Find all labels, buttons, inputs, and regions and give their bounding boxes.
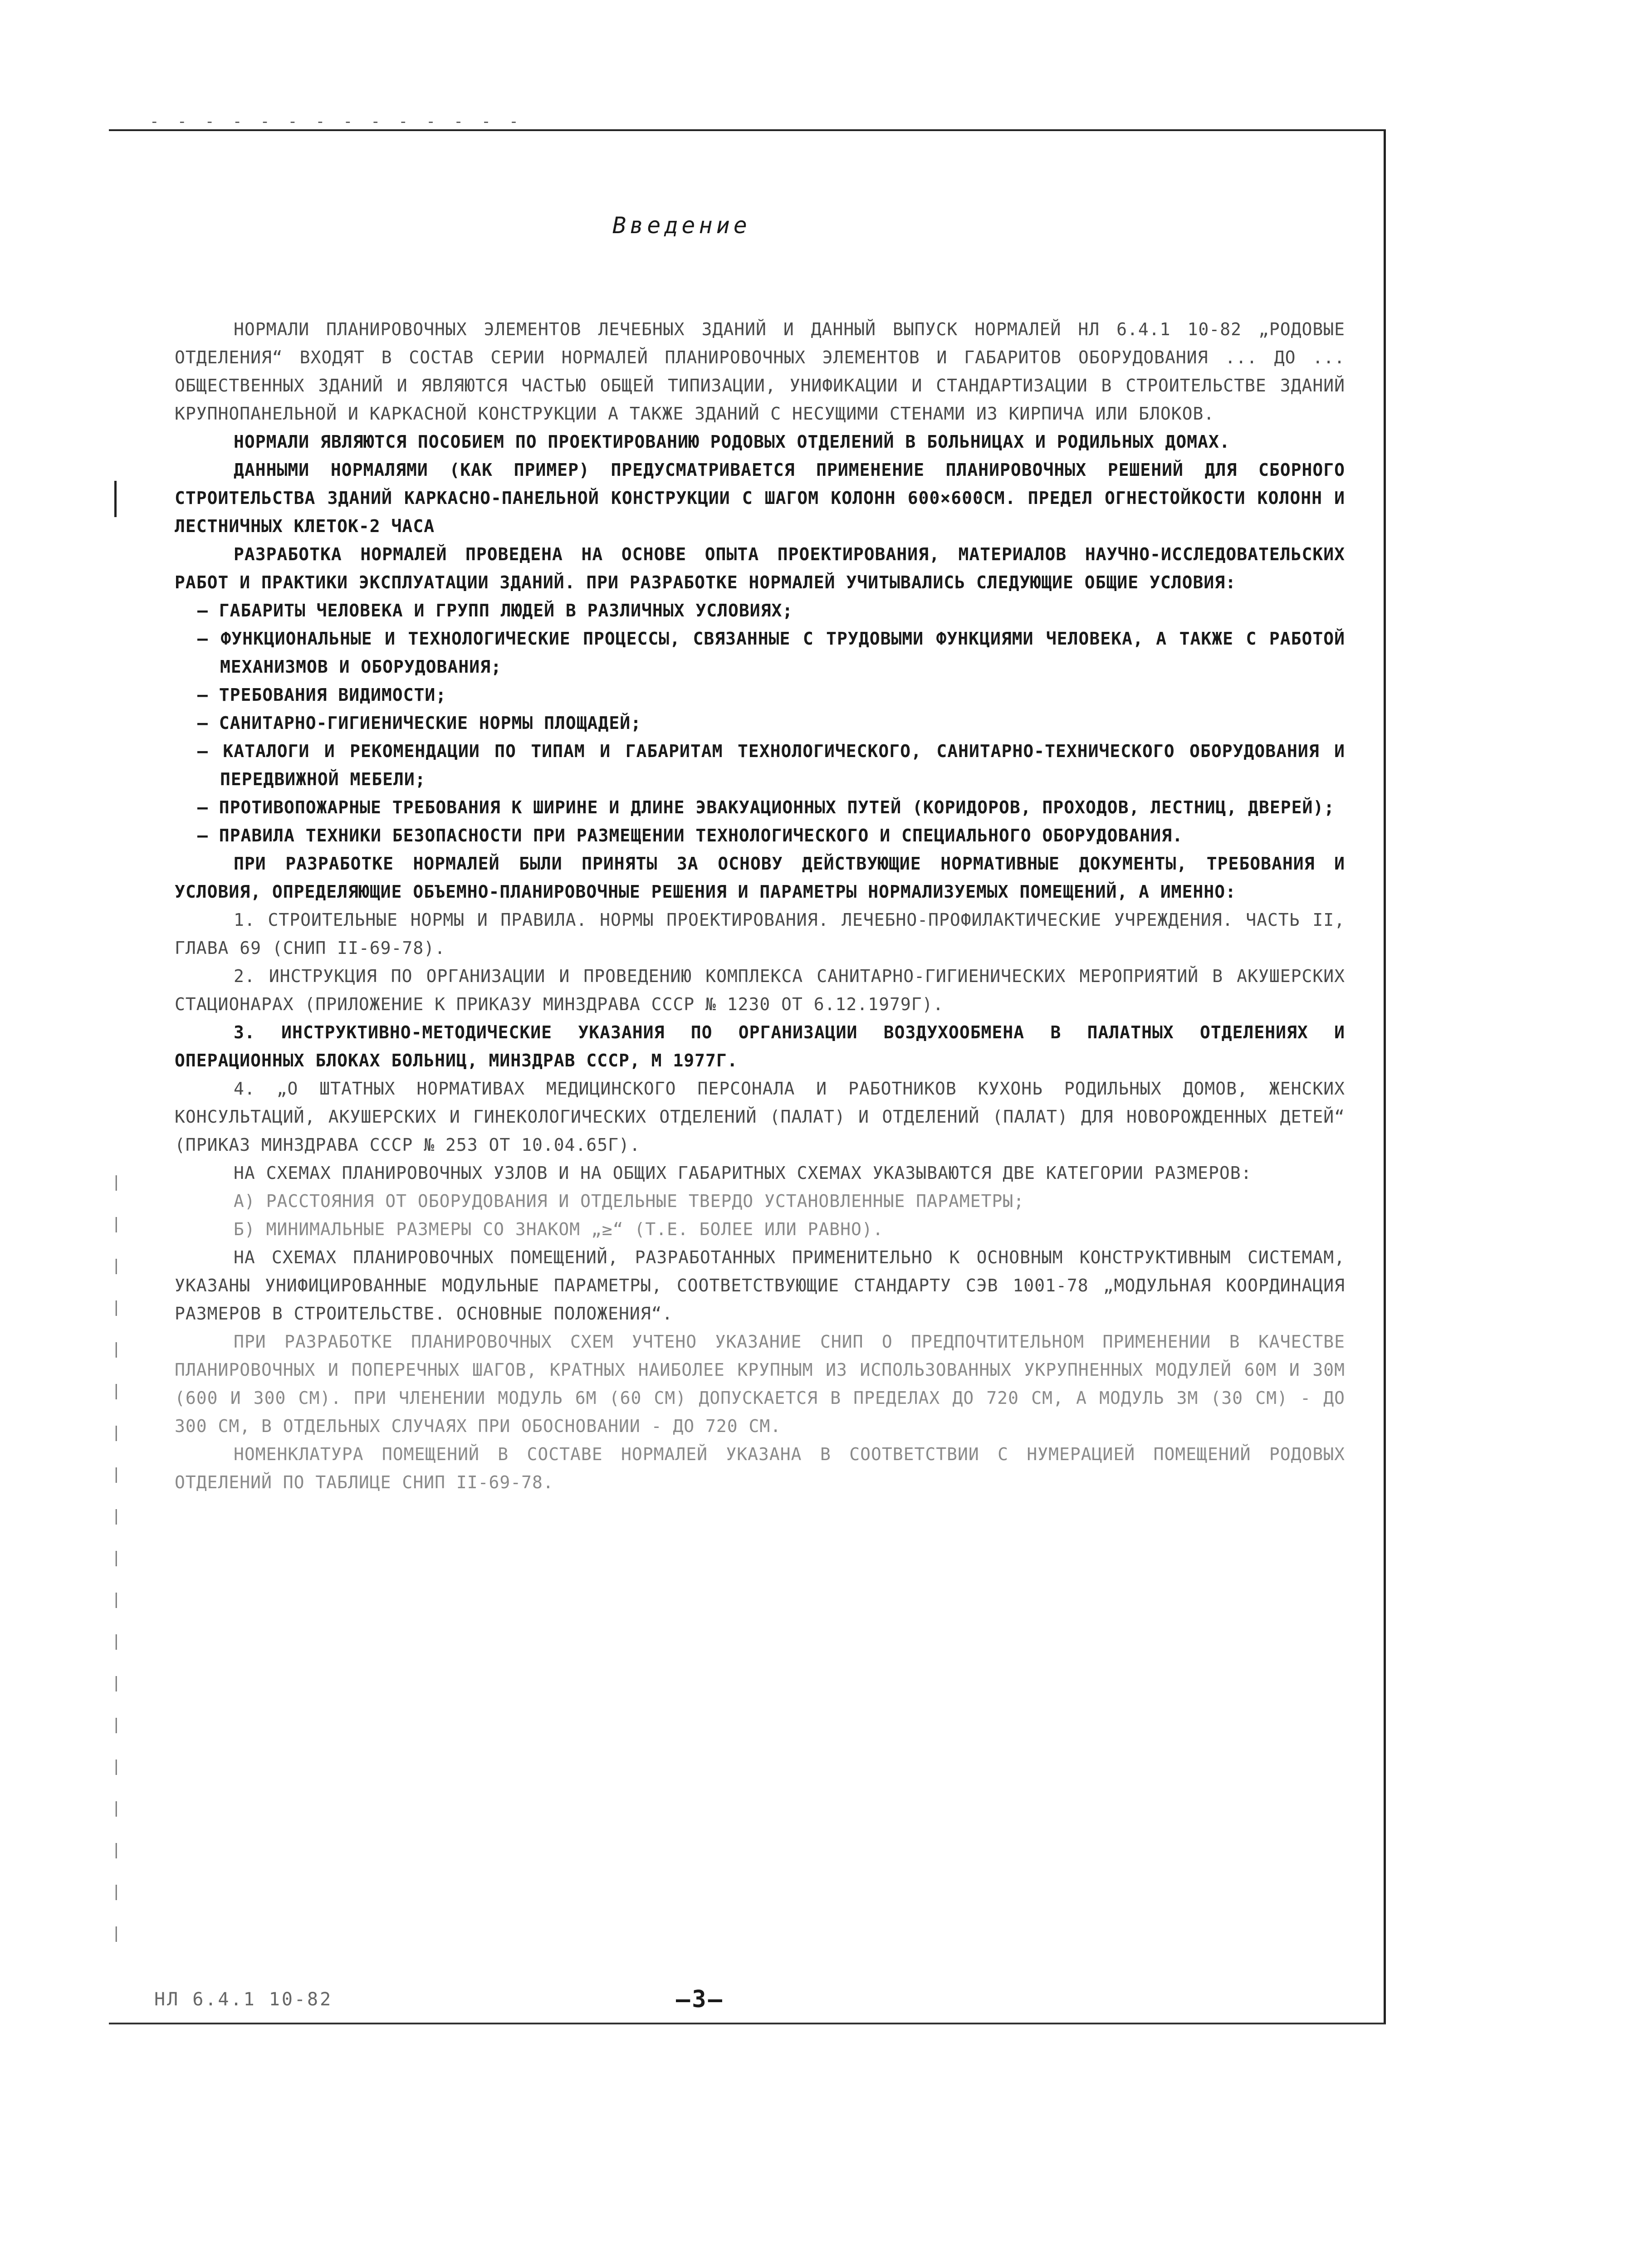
margin-mark	[114, 481, 117, 517]
paragraph: НА СХЕМАХ ПЛАНИРОВОЧНЫХ УЗЛОВ И НА ОБЩИХ ГАБАРИТНЫХ СХЕМАХ УКАЗЫВАЮТСЯ ДВЕ КАТЕГОРИИ РАЗМЕРОВ:	[234, 1163, 1252, 1183]
margin-ticks: | | | | | | | | | | | | | | | | | | |	[112, 1173, 121, 1942]
document-item: 4. „О ШТАТНЫХ НОРМАТИВАХ МЕДИЦИНСКОГО ПЕРСОНАЛА И РАБОТНИКОВ КУХОНЬ РОДИЛЬНЫХ ДОМОВ, ЖЕНСКИХ КОНСУЛЬТАЦИЙ, АКУШЕРСКИХ И ГИНЕКОЛОГИЧЕСКИХ ОТДЕЛЕНИЙ (ПАЛАТ) И ОТДЕЛЕНИЙ (ПАЛАТ) ДЛЯ НОВОРОЖДЕННЫХ ДЕТЕЙ“ (ПРИКАЗ МИНЗДРАВА СССР № 253 ОТ 10.04.65Г).	[175, 1079, 1345, 1155]
condition-item: – ГАБАРИТЫ ЧЕЛОВЕКА И ГРУПП ЛЮДЕЙ В РАЗЛИЧНЫХ УСЛОВИЯХ;	[197, 601, 793, 621]
condition-item: – КАТАЛОГИ И РЕКОМЕНДАЦИИ ПО ТИПАМ И ГАБАРИТАМ ТЕХНОЛОГИЧЕСКОГО, САНИТАРНО-ТЕХНИЧЕСКОГО ОБОРУДОВАНИЯ И ПЕРЕДВИЖНОЙ МЕБЕЛИ;	[197, 741, 1345, 789]
paragraph: ДАННЫМИ НОРМАЛЯМИ (КАК ПРИМЕР) ПРЕДУСМАТРИВАЕТСЯ ПРИМЕНЕНИЕ ПЛАНИРОВОЧНЫХ РЕШЕНИЙ ДЛЯ СБОРНОГО СТРОИТЕЛЬСТВА ЗДАНИЙ КАРКАСНО-ПАНЕЛЬНОЙ КОНСТРУКЦИИ С ШАГОМ КОЛОНН 600×600СМ. ПРЕДЕЛ ОГНЕСТОЙКОСТИ КОЛОНН И ЛЕСТНИЧНЫХ КЛЕТОК-2 ЧАСА	[175, 460, 1345, 536]
document-body	[175, 315, 1345, 1496]
paragraph: РАЗРАБОТКА НОРМАЛЕЙ ПРОВЕДЕНА НА ОСНОВЕ ОПЫТА ПРОЕКТИРОВАНИЯ, МАТЕРИАЛОВ НАУЧНО-ИССЛЕДОВАТЕЛЬСКИХ РАБОТ И ПРАКТИКИ ЭКСПЛУАТАЦИИ ЗДАНИЙ. ПРИ РАЗРАБОТКЕ НОРМАЛЕЙ УЧИТЫВАЛИСЬ СЛЕДУЮЩИЕ ОБЩИЕ УСЛОВИЯ:	[175, 544, 1345, 592]
paragraph: ПРИ РАЗРАБОТКЕ НОРМАЛЕЙ БЫЛИ ПРИНЯТЫ ЗА ОСНОВУ ДЕЙСТВУЮЩИЕ НОРМАТИВНЫЕ ДОКУМЕНТЫ, ТРЕБОВАНИЯ И УСЛОВИЯ, ОПРЕДЕЛЯЮЩИЕ ОБЪЕМНО-ПЛАНИРОВОЧНЫЕ РЕШЕНИЯ И ПАРАМЕТРЫ НОРМАЛИЗУЕМЫХ ПОМЕЩЕНИЙ, А ИМЕННО:	[175, 854, 1345, 902]
document-item: 1. СТРОИТЕЛЬНЫЕ НОРМЫ И ПРАВИЛА. НОРМЫ ПРОЕКТИРОВАНИЯ. ЛЕЧЕБНО-ПРОФИЛАКТИЧЕСКИЕ УЧРЕЖДЕНИЯ. ЧАСТЬ II, ГЛАВА 69 (СНИП II-69-78).	[175, 910, 1345, 958]
document-item: 2. ИНСТРУКЦИЯ ПО ОРГАНИЗАЦИИ И ПРОВЕДЕНИЮ КОМПЛЕКСА САНИТАРНО-ГИГИЕНИЧЕСКИХ МЕРОПРИЯТИЙ В АКУШЕРСКИХ СТАЦИОНАРАХ (ПРИЛОЖЕНИЕ К ПРИКАЗУ МИНЗДРАВА СССР № 1230 ОТ 6.12.1979Г).	[175, 966, 1345, 1014]
paragraph: НОРМАЛИ ЯВЛЯЮТСЯ ПОСОБИЕМ ПО ПРОЕКТИРОВАНИЮ РОДОВЫХ ОТДЕЛЕНИЙ В БОЛЬНИЦАХ И РОДИЛЬНЫХ ДОМАХ.	[234, 432, 1230, 452]
paragraph: НОМЕНКЛАТУРА ПОМЕЩЕНИЙ В СОСТАВЕ НОРМАЛЕЙ УКАЗАНА В СООТВЕТСТВИИ С НУМЕРАЦИЕЙ ПОМЕЩЕНИЙ РОДОВЫХ ОТДЕЛЕНИЙ ПО ТАБЛИЦЕ СНИП II-69-78.	[175, 1444, 1345, 1492]
page-number: –3–	[676, 1986, 724, 2013]
size-item: Б) МИНИМАЛЬНЫЕ РАЗМЕРЫ СО ЗНАКОМ „≥“ (Т.Е. БОЛЕЕ ИЛИ РАВНО).	[234, 1219, 884, 1239]
condition-item: – ТРЕБОВАНИЯ ВИДИМОСТИ;	[197, 685, 447, 705]
paragraph: ПРИ РАЗРАБОТКЕ ПЛАНИРОВОЧНЫХ СХЕМ УЧТЕНО УКАЗАНИЕ СНИП О ПРЕДПОЧТИТЕЛЬНОМ ПРИМЕНЕНИИ В КАЧЕСТВЕ ПЛАНИРОВОЧНЫХ И ПОПЕРЕЧНЫХ ШАГОВ, КРАТНЫХ НАИБОЛЕЕ КРУПНЫМ ИЗ ИСПОЛЬЗОВАННЫХ УКРУПНЕННЫХ МОДУЛЕЙ 60М И 30М (600 И 300 СМ). ПРИ ЧЛЕНЕНИИ МОДУЛЬ 6М (60 СМ) ДОПУСКАЕТСЯ В ПРЕДЕЛАХ ДО 720 СМ, А МОДУЛЬ 3М (30 СМ) - ДО 300 СМ, В ОТДЕЛЬНЫХ СЛУЧАЯХ ПРИ ОБОСНОВАНИИ - ДО 720 СМ.	[175, 1332, 1345, 1436]
paragraph: НОРМАЛИ ПЛАНИРОВОЧНЫХ ЭЛЕМЕНТОВ ЛЕЧЕБНЫХ ЗДАНИЙ И ДАННЫЙ ВЫПУСК НОРМАЛЕЙ НЛ 6.4.1 10-82 „РОДОВЫЕ ОТДЕЛЕНИЯ“ ВХОДЯТ В СОСТАВ СЕРИИ НОРМАЛЕЙ ПЛАНИРОВОЧНЫХ ЭЛЕМЕНТОВ И ГАБАРИТОВ ОБОРУДОВАНИЯ ... ДО ... ОБЩЕСТВЕННЫХ ЗДАНИЙ И ЯВЛЯЮТСЯ ЧАСТЬЮ ОБЩЕЙ ТИПИЗАЦИИ, УНИФИКАЦИИ И СТАНДАРТИЗАЦИИ В СТРОИТЕЛЬСТВЕ ЗДАНИЙ КРУПНОПАНЕЛЬНОЙ И КАРКАСНОЙ КОНСТРУКЦИИ А ТАКЖЕ ЗДАНИЙ С НЕСУЩИМИ СТЕНАМИ ИЗ КИРПИЧА ИЛИ БЛОКОВ.	[175, 319, 1345, 424]
page-title: Введение	[612, 212, 751, 239]
condition-item: – ФУНКЦИОНАЛЬНЫЕ И ТЕХНОЛОГИЧЕСКИЕ ПРОЦЕССЫ, СВЯЗАННЫЕ С ТРУДОВЫМИ ФУНКЦИЯМИ ЧЕЛОВЕКА, А ТАКЖЕ С РАБОТОЙ МЕХАНИЗМОВ И ОБОРУДОВАНИЯ;	[197, 629, 1345, 677]
condition-item: – САНИТАРНО-ГИГИЕНИЧЕСКИЕ НОРМЫ ПЛОЩАДЕЙ;	[197, 713, 641, 733]
condition-item: – ПРОТИВОПОЖАРНЫЕ ТРЕБОВАНИЯ К ШИРИНЕ И ДЛИНЕ ЭВАКУАЦИОННЫХ ПУТЕЙ (КОРИДОРОВ, ПРОХОДОВ, ЛЕСТНИЦ, ДВЕРЕЙ);	[197, 797, 1335, 817]
condition-item: – ПРАВИЛА ТЕХНИКИ БЕЗОПАСНОСТИ ПРИ РАЗМЕЩЕНИИ ТЕХНОЛОГИЧЕСКОГО И СПЕЦИАЛЬНОГО ОБОРУДОВАНИЯ.	[197, 826, 1183, 846]
size-item: А) РАССТОЯНИЯ ОТ ОБОРУДОВАНИЯ И ОТДЕЛЬНЫЕ ТВЕРДО УСТАНОВЛЕННЫЕ ПАРАМЕТРЫ;	[234, 1191, 1025, 1211]
document-code: НЛ 6.4.1 10-82	[154, 1989, 333, 2010]
paragraph: НА СХЕМАХ ПЛАНИРОВОЧНЫХ ПОМЕЩЕНИЙ, РАЗРАБОТАННЫХ ПРИМЕНИТЕЛЬНО К ОСНОВНЫМ КОНСТРУКТИВНЫМ СИСТЕМАМ, УКАЗАНЫ УНИФИЦИРОВАННЫЕ МОДУЛЬНЫЕ ПАРАМЕТРЫ, СООТВЕТСТВУЮЩИЕ СТАНДАРТУ СЭВ 1001-78 „МОДУЛЬНАЯ КООРДИНАЦИЯ РАЗМЕРОВ В СТРОИТЕЛЬСТВЕ. ОСНОВНЫЕ ПОЛОЖЕНИЯ“.	[175, 1247, 1345, 1324]
document-item: 3. ИНСТРУКТИВНО-МЕТОДИЧЕСКИЕ УКАЗАНИЯ ПО ОРГАНИЗАЦИИ ВОЗДУХООБМЕНА В ПАЛАТНЫХ ОТДЕЛЕНИЯХ И ОПЕРАЦИОННЫХ БЛОКАХ БОЛЬНИЦ, МИНЗДРАВ СССР, М 1977Г.	[175, 1022, 1345, 1070]
top-dashes: - - - - - - - - - - - - - -	[150, 112, 523, 131]
